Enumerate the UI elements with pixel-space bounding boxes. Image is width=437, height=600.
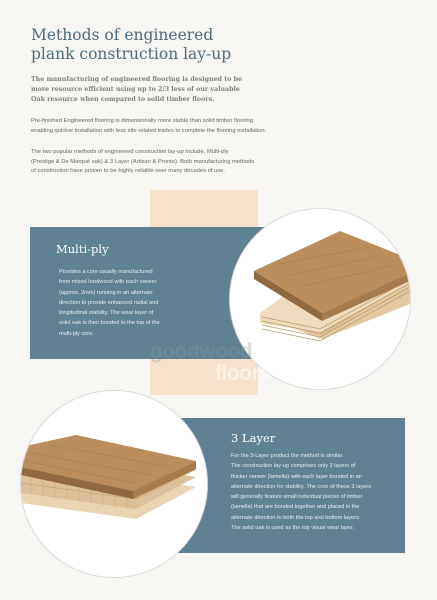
paragraph-line: The two popular methods of engineered construction lay-up include, Multi-ply bbox=[31, 149, 229, 155]
description-line: solid oak is then bonded to the top of the bbox=[59, 320, 160, 327]
three-layer-plank-illustration bbox=[21, 391, 207, 577]
three-layer-plank-image bbox=[20, 390, 208, 578]
paragraph-line: of construction have proven to be highly reliable over many decades of use. bbox=[31, 168, 225, 174]
three-layer-heading: 3 Layer bbox=[231, 431, 276, 445]
three-layer-description bbox=[231, 451, 393, 533]
multiply-description bbox=[59, 267, 197, 339]
intro-line: more resource efficient using up to 2/3 less of our valuable bbox=[31, 86, 240, 93]
description-line: direction to provide enhanced radial and bbox=[59, 299, 159, 306]
description-line: (lamella) that are bonded together and placed in the bbox=[231, 504, 360, 511]
watermark-sub-text: floors bbox=[215, 362, 271, 385]
paragraph-line: Pre-finished Engineered flooring is dimensionally more stable than solid timber flooring bbox=[31, 118, 254, 124]
description-line: For the 3-Layer product the method is similar. bbox=[231, 453, 344, 459]
description-line: will generally feature small individual pieces of timber bbox=[231, 494, 363, 501]
description-line: The construction lay-up comprises only 3 layers of bbox=[231, 463, 356, 470]
description-line: Provides a core usually manufactured bbox=[59, 269, 153, 275]
multiply-heading: Multi-ply bbox=[56, 242, 109, 256]
page-title bbox=[31, 26, 391, 64]
title-line-1: Methods of engineered bbox=[31, 26, 214, 44]
intro-paragraph bbox=[31, 75, 351, 105]
description-line: multi-ply core. bbox=[59, 330, 94, 337]
description-line: The solid oak is used as the top visual wear layer. bbox=[231, 525, 355, 532]
description-line: alternate direction for stability. The core of these 3 layers bbox=[231, 483, 372, 490]
paragraph-line: enabling quicker installation with less site related trades to complete the flooring installation. bbox=[31, 127, 267, 134]
watermark-brand-text: goodwood bbox=[150, 340, 253, 363]
paragraph-methods bbox=[31, 148, 401, 177]
description-line: alternate direction to both the top and bottom layers. bbox=[231, 514, 361, 521]
description-line: from mixed hardwood with each veneer bbox=[59, 279, 157, 286]
description-line: longitudinal stability. The wear layer of bbox=[59, 310, 154, 317]
intro-line: Oak resource when compared to solid timber floors. bbox=[31, 96, 215, 103]
description-line: thicker veneer (lamella) with each layer bonded in an bbox=[231, 473, 362, 480]
intro-line: The manufacturing of engineered flooring is designed to be bbox=[31, 76, 242, 83]
title-line-2: plank construction lay-up bbox=[31, 45, 232, 63]
paragraph-stability bbox=[31, 117, 401, 136]
description-line: (approx. 2mm) running in an alternate bbox=[59, 289, 153, 296]
paragraph-line: (Prestige & De Marqué oak) & 3 Layer (Artisan & Pronto). Both manufacturing methods bbox=[31, 158, 255, 165]
